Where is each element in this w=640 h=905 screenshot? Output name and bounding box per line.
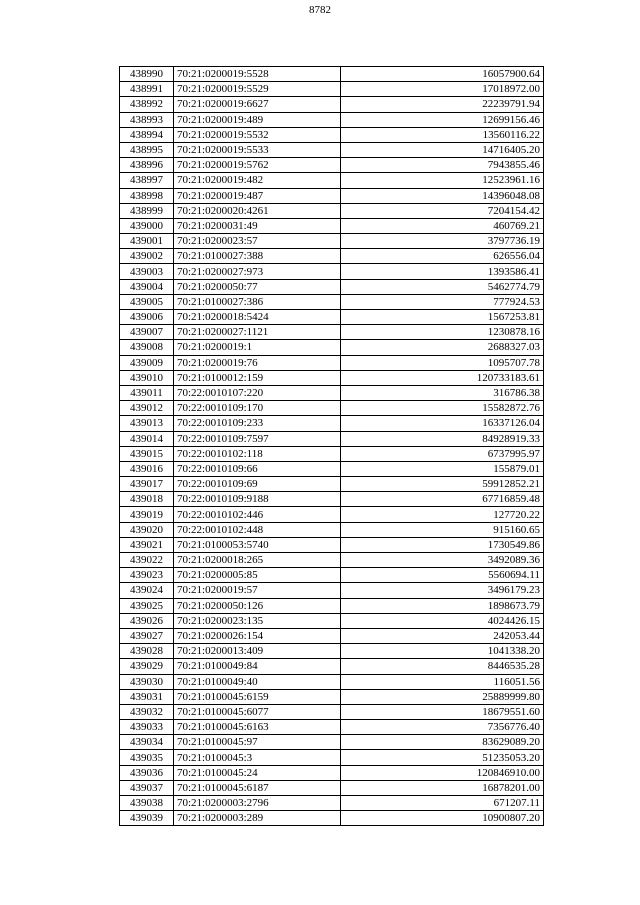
row-number-cell: 439010 [120, 370, 174, 385]
row-number-cell: 438993 [120, 112, 174, 127]
table-row [120, 188, 544, 203]
row-number-cell: 438996 [120, 158, 174, 173]
cadastral-number-cell: 70:21:0200023:57 [174, 234, 341, 249]
value-cell: 1230878.16 [341, 325, 544, 340]
row-number-cell: 439035 [120, 750, 174, 765]
table-row [120, 796, 544, 811]
value-cell: 83629089.20 [341, 735, 544, 750]
table-row [120, 780, 544, 795]
cadastral-number-cell: 70:21:0100045:6077 [174, 704, 341, 719]
table-row [120, 644, 544, 659]
row-number-cell: 439004 [120, 279, 174, 294]
table-row [120, 704, 544, 719]
table-row [120, 507, 544, 522]
cadastral-number-cell: 70:22:0010109:9188 [174, 492, 341, 507]
row-number-cell: 439008 [120, 340, 174, 355]
table-row [120, 416, 544, 431]
cadastral-number-cell: 70:21:0200018:265 [174, 553, 341, 568]
cadastral-number-cell: 70:21:0100045:6187 [174, 780, 341, 795]
value-cell: 242053.44 [341, 628, 544, 643]
table-row [120, 173, 544, 188]
cadastral-number-cell: 70:22:0010109:7597 [174, 431, 341, 446]
table-row [120, 477, 544, 492]
table-row [120, 431, 544, 446]
table-row [120, 142, 544, 157]
row-number-cell: 439039 [120, 811, 174, 826]
row-number-cell: 439026 [120, 613, 174, 628]
cadastral-number-cell: 70:21:0200019:487 [174, 188, 341, 203]
value-cell: 155879.01 [341, 461, 544, 476]
table-row [120, 82, 544, 97]
value-cell: 8446535.28 [341, 659, 544, 674]
cadastral-number-cell: 70:21:0200019:5528 [174, 67, 341, 82]
row-number-cell: 439013 [120, 416, 174, 431]
value-cell: 16337126.04 [341, 416, 544, 431]
row-number-cell: 439016 [120, 461, 174, 476]
row-number-cell: 439011 [120, 385, 174, 400]
value-cell: 7204154.42 [341, 203, 544, 218]
table-row [120, 203, 544, 218]
value-cell: 120846910.00 [341, 765, 544, 780]
table-row [120, 249, 544, 264]
page-number: 8782 [309, 4, 331, 16]
cadastral-number-cell: 70:21:0200019:489 [174, 112, 341, 127]
value-cell: 1730549.86 [341, 537, 544, 552]
value-cell: 1095707.78 [341, 355, 544, 370]
row-number-cell: 439001 [120, 234, 174, 249]
value-cell: 18679551.60 [341, 704, 544, 719]
value-cell: 12699156.46 [341, 112, 544, 127]
value-cell: 4024426.15 [341, 613, 544, 628]
table-row [120, 689, 544, 704]
cadastral-number-cell: 70:21:0100012:159 [174, 370, 341, 385]
table-row [120, 112, 544, 127]
row-number-cell: 438998 [120, 188, 174, 203]
cadastral-number-cell: 70:22:0010102:118 [174, 446, 341, 461]
table-row [120, 720, 544, 735]
table-row [120, 158, 544, 173]
value-cell: 59912852.21 [341, 477, 544, 492]
row-number-cell: 439002 [120, 249, 174, 264]
row-number-cell: 439021 [120, 537, 174, 552]
value-cell: 116051.56 [341, 674, 544, 689]
cadastral-number-cell: 70:21:0100045:24 [174, 765, 341, 780]
value-cell: 5560694.11 [341, 568, 544, 583]
table-row [120, 583, 544, 598]
value-cell: 1393586.41 [341, 264, 544, 279]
cadastral-number-cell: 70:21:0100049:84 [174, 659, 341, 674]
cadastral-number-cell: 70:21:0200026:154 [174, 628, 341, 643]
row-number-cell: 439025 [120, 598, 174, 613]
row-number-cell: 438990 [120, 67, 174, 82]
value-cell: 1567253.81 [341, 310, 544, 325]
table-body [120, 67, 544, 826]
cadastral-number-cell: 70:21:0200019:57 [174, 583, 341, 598]
table-row [120, 659, 544, 674]
table-row [120, 537, 544, 552]
row-number-cell: 439003 [120, 264, 174, 279]
row-number-cell: 439000 [120, 218, 174, 233]
cadastral-number-cell: 70:21:0200005:85 [174, 568, 341, 583]
row-number-cell: 439015 [120, 446, 174, 461]
value-cell: 3797736.19 [341, 234, 544, 249]
value-cell: 1041338.20 [341, 644, 544, 659]
cadastral-number-cell: 70:21:0100027:386 [174, 294, 341, 309]
row-number-cell: 439029 [120, 659, 174, 674]
cadastral-number-cell: 70:21:0200019:76 [174, 355, 341, 370]
cadastral-number-cell: 70:21:0200027:973 [174, 264, 341, 279]
cadastral-number-cell: 70:21:0200019:5533 [174, 142, 341, 157]
cadastral-number-cell: 70:22:0010109:66 [174, 461, 341, 476]
cadastral-number-cell: 70:22:0010107:220 [174, 385, 341, 400]
cadastral-number-cell: 70:21:0200050:126 [174, 598, 341, 613]
row-number-cell: 439024 [120, 583, 174, 598]
value-cell: 120733183.61 [341, 370, 544, 385]
table-row [120, 613, 544, 628]
cadastral-number-cell: 70:21:0200020:4261 [174, 203, 341, 218]
cadastral-number-cell: 70:21:0100045:6159 [174, 689, 341, 704]
cadastral-number-cell: 70:21:0200019:1 [174, 340, 341, 355]
value-cell: 10900807.20 [341, 811, 544, 826]
row-number-cell: 438994 [120, 127, 174, 142]
value-cell: 777924.53 [341, 294, 544, 309]
row-number-cell: 438997 [120, 173, 174, 188]
value-cell: 67716859.48 [341, 492, 544, 507]
cadastral-number-cell: 70:21:0200003:289 [174, 811, 341, 826]
table-row [120, 127, 544, 142]
row-number-cell: 439028 [120, 644, 174, 659]
value-cell: 626556.04 [341, 249, 544, 264]
value-cell: 671207.11 [341, 796, 544, 811]
table-row [120, 553, 544, 568]
cadastral-number-cell: 70:22:0010109:170 [174, 401, 341, 416]
value-cell: 2688327.03 [341, 340, 544, 355]
cadastral-number-cell: 70:21:0100045:3 [174, 750, 341, 765]
table-row [120, 598, 544, 613]
cadastral-number-cell: 70:22:0010109:69 [174, 477, 341, 492]
value-cell: 25889999.80 [341, 689, 544, 704]
row-number-cell: 439006 [120, 310, 174, 325]
table-row [120, 218, 544, 233]
value-cell: 14396048.08 [341, 188, 544, 203]
cadastral-number-cell: 70:21:0200018:5424 [174, 310, 341, 325]
table-row [120, 522, 544, 537]
value-cell: 1898673.79 [341, 598, 544, 613]
cadastral-number-cell: 70:21:0200003:2796 [174, 796, 341, 811]
row-number-cell: 439030 [120, 674, 174, 689]
value-cell: 17018972.00 [341, 82, 544, 97]
cadastral-number-cell: 70:21:0200019:482 [174, 173, 341, 188]
table-row [120, 264, 544, 279]
row-number-cell: 439032 [120, 704, 174, 719]
value-cell: 5462774.79 [341, 279, 544, 294]
value-cell: 6737995.97 [341, 446, 544, 461]
cadastral-number-cell: 70:21:0100045:6163 [174, 720, 341, 735]
cadastral-number-cell: 70:21:0200019:5529 [174, 82, 341, 97]
table-row [120, 461, 544, 476]
value-cell: 22239791.94 [341, 97, 544, 112]
row-number-cell: 439037 [120, 780, 174, 795]
table-row [120, 370, 544, 385]
table-row [120, 97, 544, 112]
row-number-cell: 439020 [120, 522, 174, 537]
row-number-cell: 438992 [120, 97, 174, 112]
cadastral-number-cell: 70:21:0200031:49 [174, 218, 341, 233]
row-number-cell: 439034 [120, 735, 174, 750]
value-cell: 15582872.76 [341, 401, 544, 416]
cadastral-number-cell: 70:21:0200027:1121 [174, 325, 341, 340]
table-row [120, 355, 544, 370]
value-cell: 12523961.16 [341, 173, 544, 188]
table-row [120, 750, 544, 765]
row-number-cell: 439022 [120, 553, 174, 568]
cadastral-number-cell: 70:21:0200013:409 [174, 644, 341, 659]
value-cell: 7356776.40 [341, 720, 544, 735]
table-row [120, 735, 544, 750]
cadastral-number-cell: 70:21:0200050:77 [174, 279, 341, 294]
table-row [120, 279, 544, 294]
row-number-cell: 439007 [120, 325, 174, 340]
row-number-cell: 439033 [120, 720, 174, 735]
table-row [120, 234, 544, 249]
cadastral-number-cell: 70:21:0200019:5532 [174, 127, 341, 142]
table-row [120, 568, 544, 583]
row-number-cell: 439018 [120, 492, 174, 507]
value-cell: 316786.38 [341, 385, 544, 400]
value-cell: 127720.22 [341, 507, 544, 522]
cadastral-number-cell: 70:22:0010102:446 [174, 507, 341, 522]
row-number-cell: 439023 [120, 568, 174, 583]
row-number-cell: 439036 [120, 765, 174, 780]
row-number-cell: 438999 [120, 203, 174, 218]
cadastral-number-cell: 70:22:0010109:233 [174, 416, 341, 431]
cadastral-value-table [119, 66, 544, 826]
cadastral-number-cell: 70:21:0200019:6627 [174, 97, 341, 112]
table-row [120, 446, 544, 461]
cadastral-number-cell: 70:21:0200023:135 [174, 613, 341, 628]
value-cell: 7943855.46 [341, 158, 544, 173]
value-cell: 16878201.00 [341, 780, 544, 795]
cadastral-number-cell: 70:21:0100045:97 [174, 735, 341, 750]
row-number-cell: 439014 [120, 431, 174, 446]
value-cell: 915160.65 [341, 522, 544, 537]
table-row [120, 492, 544, 507]
row-number-cell: 438991 [120, 82, 174, 97]
table-row [120, 294, 544, 309]
row-number-cell: 439031 [120, 689, 174, 704]
cadastral-number-cell: 70:21:0200019:5762 [174, 158, 341, 173]
table-row [120, 310, 544, 325]
row-number-cell: 439038 [120, 796, 174, 811]
row-number-cell: 439017 [120, 477, 174, 492]
table-row [120, 401, 544, 416]
table-row [120, 674, 544, 689]
value-cell: 16057900.64 [341, 67, 544, 82]
table-row [120, 325, 544, 340]
row-number-cell: 438995 [120, 142, 174, 157]
table-row [120, 765, 544, 780]
cadastral-number-cell: 70:21:0100049:40 [174, 674, 341, 689]
table-row [120, 385, 544, 400]
row-number-cell: 439005 [120, 294, 174, 309]
row-number-cell: 439027 [120, 628, 174, 643]
value-cell: 3492089.36 [341, 553, 544, 568]
value-cell: 3496179.23 [341, 583, 544, 598]
table-row [120, 340, 544, 355]
value-cell: 51235053.20 [341, 750, 544, 765]
value-cell: 460769.21 [341, 218, 544, 233]
cadastral-number-cell: 70:22:0010102:448 [174, 522, 341, 537]
row-number-cell: 439019 [120, 507, 174, 522]
value-cell: 14716405.20 [341, 142, 544, 157]
row-number-cell: 439012 [120, 401, 174, 416]
cadastral-number-cell: 70:21:0100027:388 [174, 249, 341, 264]
cadastral-number-cell: 70:21:0100053:5740 [174, 537, 341, 552]
value-cell: 84928919.33 [341, 431, 544, 446]
table-row [120, 811, 544, 826]
table-row [120, 67, 544, 82]
row-number-cell: 439009 [120, 355, 174, 370]
value-cell: 13560116.22 [341, 127, 544, 142]
table-row [120, 628, 544, 643]
